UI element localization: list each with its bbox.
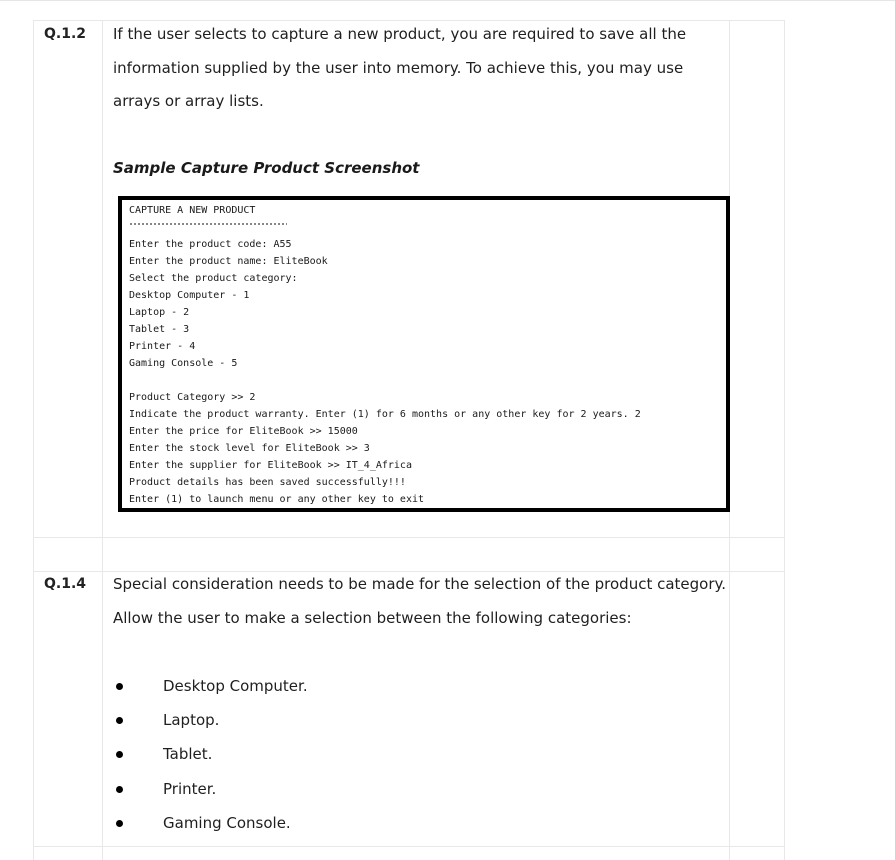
- table-row-divider: [33, 537, 785, 538]
- list-item-label: Laptop.: [163, 711, 220, 729]
- console-line: Indicate the product warranty. Enter (1) for 6 months or any other key for 2 years. 2: [129, 409, 641, 420]
- console-line: Enter (1) to launch menu or any other key to exit: [129, 494, 425, 505]
- list-item: [113, 742, 513, 766]
- console-line: Enter the price for EliteBook >> 15000: [129, 426, 358, 437]
- bullet-icon: [116, 786, 123, 793]
- table-column-divider: [102, 20, 103, 860]
- list-item: [113, 811, 513, 835]
- question-text-line: If the user selects to capture a new product, you are required to save all the: [113, 25, 687, 43]
- question-number: Q.1.4: [44, 576, 87, 592]
- list-item-label: Printer.: [163, 780, 217, 798]
- console-line: Laptop - 2: [129, 307, 190, 318]
- list-item-label: Desktop Computer.: [163, 677, 308, 695]
- console-line: Desktop Computer - 1: [129, 290, 250, 301]
- console-asterisk-rule: [129, 222, 287, 226]
- table-row-divider-bottom: [33, 846, 785, 847]
- question-text-line: Special consideration needs to be made for the selection of the product category.: [113, 575, 727, 593]
- list-item-label: Gaming Console.: [163, 814, 291, 832]
- question-text: [113, 568, 733, 635]
- question-text: [113, 18, 733, 119]
- console-line: Enter the product code: A55: [129, 239, 292, 250]
- bullet-icon: [116, 717, 123, 724]
- question-text-line: arrays or array lists.: [113, 92, 264, 110]
- screenshot-caption: Sample Capture Product Screenshot: [113, 159, 420, 177]
- list-item-label: Tablet.: [163, 745, 213, 763]
- console-line: Enter the supplier for EliteBook >> IT_4_Africa: [129, 460, 412, 471]
- list-item: [113, 674, 513, 698]
- console-line: Product Category >> 2: [129, 392, 256, 403]
- console-line: Enter the product name: EliteBook: [129, 256, 328, 267]
- console-line: Tablet - 3: [129, 324, 190, 335]
- list-item: [113, 777, 513, 801]
- question-number: Q.1.2: [44, 26, 87, 42]
- table-border-left: [33, 20, 34, 860]
- bullet-icon: [116, 683, 123, 690]
- console-line: Gaming Console - 5: [129, 358, 238, 369]
- console-line: Select the product category:: [129, 273, 298, 284]
- question-text-line: information supplied by the user into memory. To achieve this, you may use: [113, 58, 684, 77]
- console-title: CAPTURE A NEW PRODUCT: [129, 205, 256, 216]
- bullet-icon: [116, 751, 123, 758]
- console-line: Product details has been saved successfully!!!: [129, 477, 406, 488]
- question-text-line: Allow the user to make a selection between the following categories:: [113, 608, 632, 627]
- console-line: Enter the stock level for EliteBook >> 3: [129, 443, 370, 454]
- console-line: Printer - 4: [129, 341, 196, 352]
- list-item: [113, 708, 513, 732]
- bullet-icon: [116, 820, 123, 827]
- table-border-right: [784, 20, 785, 860]
- page-top-border: [0, 0, 895, 1]
- console-screenshot: [118, 196, 730, 512]
